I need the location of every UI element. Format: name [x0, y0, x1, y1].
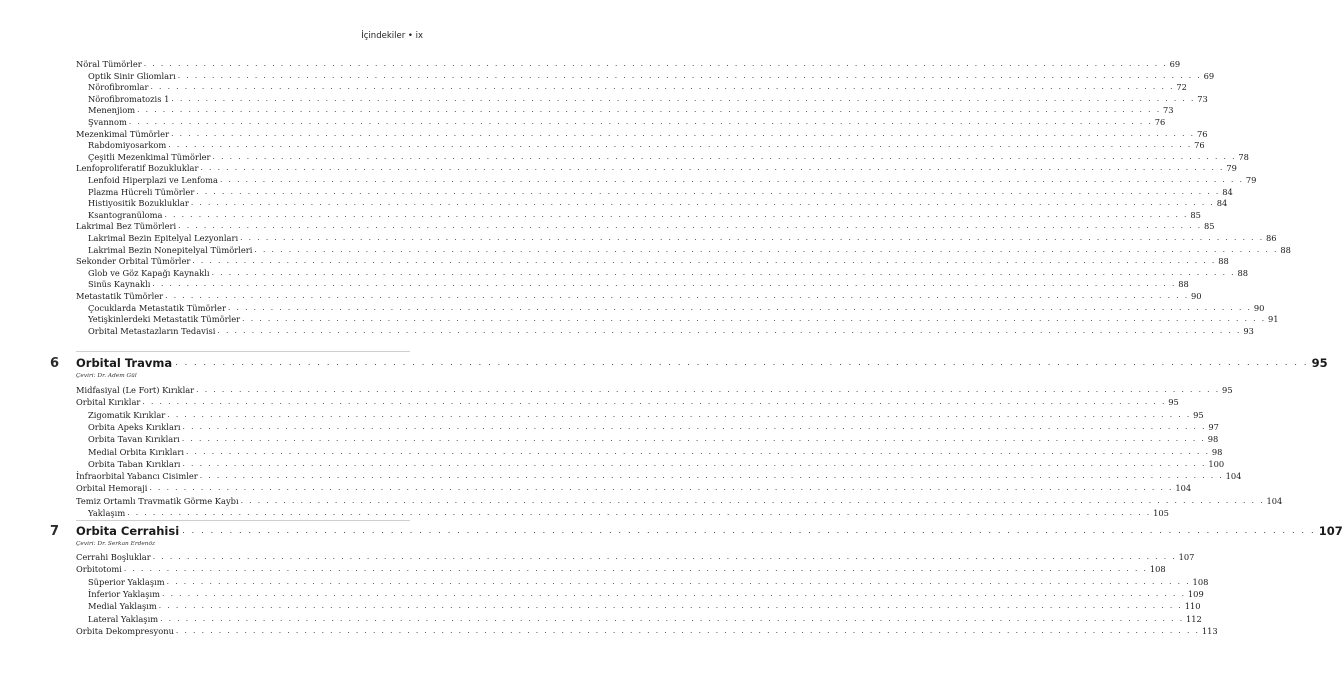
leader-dots: . . . . . . . . . . . . . . . . . . . . . . . . . . . . . . . . . . . . . . . . . . . . . . . . . . . . . . . . . . . . . . . . . . . . . . . . . . . . . . . . . . . . . . . . . . . . . . . . . . . . . . . . . . . . . . . . . . . . . . . . [160, 613, 1184, 623]
toc-entry-title: Medial Yaklaşım [88, 601, 157, 612]
chapter-number: 7 [50, 524, 60, 539]
toc-entry-title: Nöral Tümörler [76, 59, 142, 69]
toc-entry-page: 90 [1191, 291, 1202, 301]
leader-dots: . . . . . . . . . . . . . . . . . . . . . . . . . . . . . . . . . . . . . . . . . . . . . . . . . . . . . . . . . . . . . . . . . . . . . . . . . . . . . . . . . . . . . . . . . . . . . . . . . . . . . . . . . . . . . . . . . . . . . . . . [182, 421, 1207, 431]
toc-entry-page: 109 [1187, 588, 1204, 599]
toc-entry[interactable] [76, 551, 1195, 563]
toc-entry-page: 100 [1208, 458, 1225, 469]
toc-entry-page: 104 [1266, 495, 1283, 506]
toc-entry[interactable] [88, 458, 1225, 470]
toc-entry[interactable] [88, 174, 1257, 186]
toc-entry-title: Lateral Yaklaşım [88, 613, 159, 624]
toc-entry-title: Nörofibromatozis 1 [88, 93, 170, 104]
leader-dots: . . . . . . . . . . . . . . . . . . . . . . . . . . . . . . . . . . . . . . . . . . . . . . . . . . . . . . . . . . . . . . . . . . . . . . . . . . . . . . . . . . . . . . . . . . . . . . . . . . . . . . . . . . . . . . . . . . . . . . . . [240, 233, 1264, 242]
toc-entry-page: 69 [1169, 59, 1181, 69]
toc-entry[interactable] [76, 384, 1233, 396]
leader-dots: . . . . . . . . . . . . . . . . . . . . . . . . . . . . . . . . . . . . . . . . . . . . . . . . . . . . . . . . . . . . . . . . . . . . . . . . . . . . . . . . . . . . . . . . . . . . . . . . . . . . . . . . . . . . . . . . . . . . . . . . [192, 256, 1217, 266]
toc-entry[interactable] [88, 139, 1205, 151]
toc-entry-page: 98 [1211, 446, 1223, 457]
leader-dots: . . . . . . . . . . . . . . . . . . . . . . . . . . . . . . . . . . . . . . . . . . . . . . . . . . . . . . . . . . . . . . . . . . . . . . . . . . . . . . . . . . . . . . . . . . . . . . . . . . . . . . . . . . . . . . . . . . . . . . . . [162, 588, 1186, 598]
leader-dots: . . . . . . . . . . . . . . . . . . . . . . . . . . . . . . . . . . . . . . . . . . . . . . . . . . . . . . . . . . . . . . . . . . . . . . . . . . . . . . . . . . . . . . . . . . . . . . . . . . . . . . . . . . . . . . . . . . . . . . . . [177, 70, 1202, 80]
leader-dots: . . . . . . . . . . . . . . . . . . . . . . . . . . . . . . . . . . . . . . . . . . . . . . . . . . . . . . . . . . . . . . . . . . . . . . . . . . . . . . . . . . . . . . . . . . . . . . . . . . . . . . . . . . . . . . . . . . . . . . . . [190, 198, 1215, 208]
leader-dots: . . . . . . . . . . . . . . . . . . . . . . . . . . . . . . . . . . . . . . . . . . . . . . . . . . . . . . . . . . . . . . . . . . . . . . . . . . . . . . . . . . . . . . . . . . . . . . . . . . . . . . . . . . . . . . . . . . . . . . . . [181, 434, 1206, 444]
toc-entry-page: 76 [1196, 128, 1208, 139]
toc-entry-page: 79 [1245, 175, 1257, 185]
leader-dots: . . . . . . . . . . . . . . . . . . . . . . . . . . . . . . . . . . . . . . . . . . . . . . . . . . . . . . . . . . . . . . . . . . . . . . . . . . . . . . . . . . . . . . . . . . . . . . . . . . . . . . . . . . . . . . . . . . . . . . . . [219, 175, 1244, 184]
toc-entry-page: 110 [1184, 601, 1201, 612]
toc-entry-title: Lakrimal Bez Tümörleri [76, 221, 177, 232]
toc-entry[interactable] [88, 81, 1187, 93]
toc-entry[interactable] [76, 482, 1192, 494]
toc-entry[interactable] [88, 232, 1277, 244]
toc-entry[interactable] [76, 470, 1242, 482]
toc-entry-page: 78 [1238, 151, 1249, 162]
toc-entry[interactable] [88, 613, 1202, 625]
chapter-heading[interactable] [76, 355, 1328, 371]
leader-dots: . . . . . . . . . . . . . . . . . . . . . . . . . . . . . . . . . . . . . . . . . . . . . . . . . . . . . . . . . . . . . . . . . . . . . . . . . . . . . . . . . . . . . . . . . . . . . . . . . . . . . . . . . . . . . . . . . . . . . . . . [143, 59, 1168, 68]
toc-entry[interactable] [76, 162, 1237, 174]
toc-entry-title: Ksantogranüloma [88, 209, 163, 220]
toc-entry-title: Histiyositik Bozukluklar [88, 198, 189, 209]
toc-entry-title: Orbita Taban Kırıkları [88, 458, 181, 469]
leader-dots: . . . . . . . . . . . . . . . . . . . . . . . . . . . . . . . . . . . . . . . . . . . . . . . . . . . . . . . . . . . . . . . . . . . . . . . . . . . . . . . . . . . . . . . . . . . . . . . . . . . . . . . . . . . . . . . . . . . . . . . . [196, 186, 1221, 196]
toc-entry-page: 90 [1253, 302, 1265, 313]
toc-entry-title: Sinüs Kaynaklı [88, 279, 151, 290]
leader-dots: . . . . . . . . . . . . . . . . . . . . . . . . . . . . . . . . . . . . . . . . . . . . . . . . . . . . . . . . . . . . . . . . . . . . . . . . . . . . . . . . . . . . . . . . . . . . . . . . . . . . . . . . . . . . . . . . . . . . . . . . [227, 302, 1252, 312]
divider [76, 351, 410, 352]
toc-entry[interactable] [88, 267, 1249, 279]
toc-entry-page: 88 [1218, 256, 1229, 267]
toc-entry-title: İnferior Yaklaşım [88, 588, 161, 599]
toc-entry-title: Plazma Hücreli Tümörler [88, 186, 195, 197]
chapter-title: Orbital Travma [76, 356, 173, 370]
toc-entry[interactable] [88, 186, 1233, 198]
toc-entry[interactable] [88, 209, 1201, 221]
leader-dots: . . . . . . . . . . . . . . . . . . . . . . . . . . . . . . . . . . . . . . . . . . . . . . . . . . . . . . . . . . . . . . . . . . . . . . . . . . . . . . . . . . . . . . . . . . . . . . . . . . . . . . . . . . . . . . . . . . . . . . . . [166, 576, 1191, 586]
toc-entry-title: Orbital Kırıklar [76, 397, 141, 408]
toc-entry[interactable] [88, 507, 1169, 519]
toc-entry-page: 76 [1154, 117, 1166, 127]
toc-entry-title: Orbital Metastazların Tedavisi [88, 325, 216, 336]
leader-dots: . . . . . . . . . . . . . . . . . . . . . . . . . . . . . . . . . . . . . . . . . . . . . . . . . . . . . . . . . . . . . . . . . . . . . . . . . . . . . . . . . . . . . . . . . . . . . . . . . . . . . . . . . . . . . . . . . . . . . . . . [240, 495, 1265, 505]
toc-entry-title: Lakrimal Bezin Nonepitelyal Tümörleri [88, 244, 253, 255]
chapter-translator: Çeviri: Dr. Adem Gül [76, 373, 137, 379]
toc-entry[interactable] [88, 409, 1204, 421]
toc-entry[interactable] [88, 600, 1201, 612]
toc-entry[interactable] [88, 70, 1215, 82]
toc-entry[interactable] [88, 576, 1209, 588]
toc-entry-page: 95 [1222, 385, 1233, 395]
divider [76, 520, 410, 521]
toc-entry-title: Metastatik Tümörler [76, 291, 164, 301]
toc-entry[interactable] [88, 313, 1279, 325]
toc-entry[interactable] [88, 278, 1189, 290]
toc-entry-page: 86 [1266, 233, 1277, 243]
chapter-page: 95 [1311, 356, 1328, 370]
toc-entry[interactable] [76, 495, 1283, 507]
toc-entry-title: Menenjiom [88, 105, 136, 116]
toc-entry-title: Lenfoid Hiperplazi ve Lenfoma [88, 175, 218, 185]
toc-entry[interactable] [76, 220, 1215, 232]
toc-entry[interactable] [88, 104, 1174, 116]
toc-entry-page: 105 [1153, 508, 1169, 518]
toc-entry-page: 91 [1268, 314, 1279, 325]
leader-dots: . . . . . . . . . . . . . . . . . . . . . . . . . . . . . . . . . . . . . . . . . . . . . . . . . . . . . . . . . . . . . . . . . . . . . . . . . . . . . . . . . . . . . . . . . . . . . . . . . . . . . . . . . . . . . . . . . . . . . . . . [175, 625, 1200, 635]
leader-dots: . . . . . . . . . . . . . . . . . . . . . . . . . . . . . . . . . . . . . . . . . . . . . . . . . . . . . . . . . . . . . . . . . . . . . . . . . . . . . . . . . . . . . . . . . . . . . . . . . . . . . . . . . . . . . . . . . . . . . . . . [152, 279, 1177, 289]
toc-entry-page: 104 [1225, 471, 1242, 482]
toc-entry-title: Sekonder Orbital Tümörler [76, 256, 191, 267]
toc-entry[interactable] [88, 433, 1219, 445]
leader-dots: . . . . . . . . . . . . . . . . . . . . . . . . . . . . . . . . . . . . . . . . . . . . . . . . . . . . . . . . . . . . . . . . . . . . . . . . . . . . . . . . . . . . . . . . . . . . . . . . . . . . . . . . . . . . . . . . . . . . . . . . [212, 151, 1237, 161]
leader-dots: . . . . . . . . . . . . . . . . . . . . . . . . . . . . . . . . . . . . . . . . . . . . . . . . . . . . . . . . . . . . . . . . . . . . . . . . . . . . . . . . . . . . . . . . . . . . . . . . . . . . . . . . . . . . . . . . . . . . . . . . [149, 483, 1174, 493]
chapter-page: 107 [1318, 524, 1343, 538]
leader-dots: . . . . . . . . . . . . . . . . . . . . . . . . . . . . . . . . . . . . . . . . . . . . . . . . . . . . . . . . . . . . . . . . . . . . . . . . . . . . . . . . . . . . . . . . . . . . . . . . . . . . . . . . . . . . . . . . . . . . . . . . [196, 385, 1221, 394]
leader-dots: . . . . . . . . . . . . . . . . . . . . . . . . . . . . . . . . . . . . . . . . . . . . . . . . . . . . . . . . . . . . . . . . . . . . . . . . . . . . . . . . . . . . . . . . . . . . . . . . . . . . . . . . . . . . . . . . . . . . . . . . [175, 358, 1309, 367]
leader-dots: . . . . . . . . . . . . . . . . . . . . . . . . . . . . . . . . . . . . . . . . . . . . . . . . . . . . . . . . . . . . . . . . . . . . . . . . . . . . . . . . . . . . . . . . . . . . . . . . . . . . . . . . . . . . . . . . . . . . . . . . [242, 314, 1267, 324]
leader-dots: . . . . . . . . . . . . . . . . . . . . . . . . . . . . . . . . . . . . . . . . . . . . . . . . . . . . . . . . . . . . . . . . . . . . . . . . . . . . . . . . . . . . . . . . . . . . . . . . . . . . . . . . . . . . . . . . . . . . . . . . [158, 601, 1183, 611]
toc-entry-title: Temiz Ortamlı Travmatik Görme Kaybı [76, 495, 239, 506]
toc-entry-title: Orbital Hemoraji [76, 483, 148, 494]
toc-entry-title: Medial Orbita Kırıkları [88, 446, 184, 457]
chapter-title: Orbita Cerrahisi [76, 524, 180, 538]
toc-entry-title: Midfasiyal (Le Fort) Kırıklar [76, 385, 195, 395]
chapter-number: 6 [50, 356, 60, 371]
toc-entry-page: 72 [1176, 82, 1187, 93]
toc-entry-page: 73 [1162, 105, 1174, 116]
leader-dots: . . . . . . . . . . . . . . . . . . . . . . . . . . . . . . . . . . . . . . . . . . . . . . . . . . . . . . . . . . . . . . . . . . . . . . . . . . . . . . . . . . . . . . . . . . . . . . . . . . . . . . . . . . . . . . . . . . . . . . . . [182, 458, 1207, 468]
leader-dots: . . . . . . . . . . . . . . . . . . . . . . . . . . . . . . . . . . . . . . . . . . . . . . . . . . . . . . . . . . . . . . . . . . . . . . . . . . . . . . . . . . . . . . . . . . . . . . . . . . . . . . . . . . . . . . . . . . . . . . . . [211, 267, 1236, 277]
toc-entry-page: 97 [1208, 421, 1219, 432]
toc-entry-page: 84 [1222, 186, 1233, 197]
toc-entry-page: 79 [1226, 163, 1237, 174]
toc-entry-page: 76 [1194, 140, 1205, 151]
leader-dots: . . . . . . . . . . . . . . . . . . . . . . . . . . . . . . . . . . . . . . . . . . . . . . . . . . . . . . . . . . . . . . . . . . . . . . . . . . . . . . . . . . . . . . . . . . . . . . . . . . . . . . . . . . . . . . . . . . . . . . . . [199, 471, 1224, 481]
leader-dots: . . . . . . . . . . . . . . . . . . . . . . . . . . . . . . . . . . . . . . . . . . . . . . . . . . . . . . . . . . . . . . . . . . . . . . . . . . . . . . . . . . . . . . . . . . . . . . . . . . . . . . . . . . . . . . . . . . . . . . . . [150, 82, 1175, 92]
toc-entry[interactable] [76, 290, 1202, 302]
toc-entry-page: 107 [1178, 552, 1195, 562]
leader-dots: . . . . . . . . . . . . . . . . . . . . . . . . . . . . . . . . . . . . . . . . . . . . . . . . . . . . . . . . . . . . . . . . . . . . . . . . . . . . . . . . . . . . . . . . . . . . . . . . . . . . . . . . . . . . . . . . . . . . . . . . [165, 291, 1190, 300]
toc-entry-title: Orbita Dekompresyonu [76, 625, 174, 636]
toc-entry-page: 84 [1216, 198, 1228, 209]
toc-entry[interactable] [76, 58, 1181, 70]
leader-dots: . . . . . . . . . . . . . . . . . . . . . . . . . . . . . . . . . . . . . . . . . . . . . . . . . . . . . . . . . . . . . . . . . . . . . . . . . . . . . . . . . . . . . . . . . . . . . . . . . . . . . . . . . . . . . . . . . . . . . . . . [185, 446, 1210, 456]
toc-entry[interactable] [76, 128, 1208, 140]
toc-entry-title: İnfraorbital Yabancı Cisimler [76, 471, 198, 482]
toc-entry-page: 108 [1149, 564, 1166, 575]
running-head: İçindekiler • ix [361, 31, 423, 41]
toc-entry[interactable] [76, 396, 1179, 408]
toc-entry-title: Orbita Apeks Kırıkları [88, 421, 181, 432]
leader-dots: . . . . . . . . . . . . . . . . . . . . . . . . . . . . . . . . . . . . . . . . . . . . . . . . . . . . . . . . . . . . . . . . . . . . . . . . . . . . . . . . . . . . . . . . . . . . . . . . . . . . . . . . . . . . . . . . . . . . . . . . [123, 564, 1148, 574]
toc-entry-title: Orbita Tavan Kırıkları [88, 434, 180, 445]
toc-entry-page: 95 [1168, 397, 1179, 408]
leader-dots: . . . . . . . . . . . . . . . . . . . . . . . . . . . . . . . . . . . . . . . . . . . . . . . . . . . . . . . . . . . . . . . . . . . . . . . . . . . . . . . . . . . . . . . . . . . . . . . . . . . . . . . . . . . . . . . . . . . . . . . . [217, 325, 1242, 335]
toc-entry-title: Yetişkinlerdeki Metastatik Tümörler [88, 314, 241, 325]
toc-entry[interactable] [88, 302, 1265, 314]
toc-entry-title: Nörofibromlar [88, 82, 149, 93]
toc-entry-page: 113 [1201, 625, 1218, 636]
toc-entry[interactable] [88, 421, 1219, 433]
toc-entry-title: Glob ve Göz Kapağı Kaynaklı [88, 267, 210, 278]
leader-dots: . . . . . . . . . . . . . . . . . . . . . . . . . . . . . . . . . . . . . . . . . . . . . . . . . . . . . . . . . . . . . . . . . . . . . . . . . . . . . . . . . . . . . . . . . . . . . . . . . . . . . . . . . . . . . . . . . . . . . . . . [167, 409, 1192, 419]
leader-dots: . . . . . . . . . . . . . . . . . . . . . . . . . . . . . . . . . . . . . . . . . . . . . . . . . . . . . . . . . . . . . . . . . . . . . . . . . . . . . . . . . . . . . . . . . . . . . . . . . . . . . . . . . . . . . . . . . . . . . . . . [168, 140, 1193, 150]
toc-entry[interactable] [88, 116, 1166, 128]
toc-entry-title: Lakrimal Bezin Epitelyal Lezyonları [88, 233, 239, 243]
leader-dots: . . . . . . . . . . . . . . . . . . . . . . . . . . . . . . . . . . . . . . . . . . . . . . . . . . . . . . . . . . . . . . . . . . . . . . . . . . . . . . . . . . . . . . . . . . . . . . . . . . . . . . . . . . . . . . . . . . . . . . . . [171, 93, 1196, 103]
chapter-translator: Çeviri: Dr. Serkan Erdenöz [76, 541, 156, 547]
toc-entry-title: Lenfoproliferatif Bozukluklar [76, 163, 199, 174]
leader-dots: . . . . . . . . . . . . . . . . . . . . . . . . . . . . . . . . . . . . . . . . . . . . . . . . . . . . . . . . . . . . . . . . . . . . . . . . . . . . . . . . . . . . . . . . . . . . . . . . . . . . . . . . . . . . . . . . . . . . . . . . [254, 244, 1279, 254]
chapter-heading[interactable] [76, 523, 1343, 539]
toc-entry[interactable] [88, 446, 1223, 458]
leader-dots: . . . . . . . . . . . . . . . . . . . . . . . . . . . . . . . . . . . . . . . . . . . . . . . . . . . . . . . . . . . . . . . . . . . . . . . . . . . . . . . . . . . . . . . . . . . . . . . . . . . . . . . . . . . . . . . . . . . . . . . . [200, 163, 1225, 173]
toc-entry-title: Optik Sinir Gliomları [88, 70, 176, 81]
toc-entry-page: 88 [1178, 279, 1189, 290]
toc-entry-title: Mezenkimal Tümörler [76, 128, 170, 139]
toc-entry-page: 88 [1280, 244, 1291, 255]
toc-entry[interactable] [88, 197, 1228, 209]
toc-entry-title: Süperior Yaklaşım [88, 576, 165, 587]
toc-entry-page: 88 [1237, 267, 1249, 278]
toc-entry[interactable] [76, 255, 1229, 267]
toc-entry[interactable] [76, 625, 1218, 637]
toc-entry-page: 108 [1192, 576, 1209, 587]
leader-dots: . . . . . . . . . . . . . . . . . . . . . . . . . . . . . . . . . . . . . . . . . . . . . . . . . . . . . . . . . . . . . . . . . . . . . . . . . . . . . . . . . . . . . . . . . . . . . . . . . . . . . . . . . . . . . . . . . . . . . . . . [152, 552, 1177, 561]
toc-entry-page: 85 [1204, 221, 1215, 232]
toc-entry-page: 85 [1190, 209, 1201, 220]
toc-entry-page: 93 [1243, 325, 1254, 336]
toc-entry-page: 95 [1193, 409, 1204, 420]
toc-entry-title: Zigomatik Kırıklar [88, 409, 166, 420]
toc-entry-title: Çeşitli Mezenkimal Tümörler [88, 151, 211, 162]
leader-dots: . . . . . . . . . . . . . . . . . . . . . . . . . . . . . . . . . . . . . . . . . . . . . . . . . . . . . . . . . . . . . . . . . . . . . . . . . . . . . . . . . . . . . . . . . . . . . . . . . . . . . . . . . . . . . . . . . . . . . . . . [178, 221, 1203, 231]
leader-dots: . . . . . . . . . . . . . . . . . . . . . . . . . . . . . . . . . . . . . . . . . . . . . . . . . . . . . . . . . . . . . . . . . . . . . . . . . . . . . . . . . . . . . . . . . . . . . . . . . . . . . . . . . . . . . . . . . . . . . . . . [182, 526, 1316, 535]
toc-entry-title: Rabdomiyosarkom [88, 140, 167, 151]
leader-dots: . . . . . . . . . . . . . . . . . . . . . . . . . . . . . . . . . . . . . . . . . . . . . . . . . . . . . . . . . . . . . . . . . . . . . . . . . . . . . . . . . . . . . . . . . . . . . . . . . . . . . . . . . . . . . . . . . . . . . . . . [164, 209, 1189, 219]
leader-dots: . . . . . . . . . . . . . . . . . . . . . . . . . . . . . . . . . . . . . . . . . . . . . . . . . . . . . . . . . . . . . . . . . . . . . . . . . . . . . . . . . . . . . . . . . . . . . . . . . . . . . . . . . . . . . . . . . . . . . . . . [171, 128, 1195, 138]
leader-dots: . . . . . . . . . . . . . . . . . . . . . . . . . . . . . . . . . . . . . . . . . . . . . . . . . . . . . . . . . . . . . . . . . . . . . . . . . . . . . . . . . . . . . . . . . . . . . . . . . . . . . . . . . . . . . . . . . . . . . . . . [137, 105, 1161, 115]
toc-entry-title: Çocuklarda Metastatik Tümörler [88, 302, 226, 313]
toc-entry[interactable] [88, 151, 1249, 163]
toc-entry[interactable] [88, 244, 1291, 256]
toc-entry-page: 112 [1185, 613, 1202, 624]
toc-entry-title: Orbitotomi [76, 564, 122, 575]
toc-entry-page: 73 [1197, 93, 1208, 104]
toc-entry-page: 104 [1175, 483, 1192, 494]
toc-entry-title: Yaklaşım [88, 508, 126, 518]
toc-entry-title: Şvannom [88, 117, 127, 127]
leader-dots: . . . . . . . . . . . . . . . . . . . . . . . . . . . . . . . . . . . . . . . . . . . . . . . . . . . . . . . . . . . . . . . . . . . . . . . . . . . . . . . . . . . . . . . . . . . . . . . . . . . . . . . . . . . . . . . . . . . . . . . . [142, 397, 1167, 407]
toc-entry[interactable] [88, 93, 1208, 105]
toc-entry[interactable] [76, 563, 1166, 575]
leader-dots: . . . . . . . . . . . . . . . . . . . . . . . . . . . . . . . . . . . . . . . . . . . . . . . . . . . . . . . . . . . . . . . . . . . . . . . . . . . . . . . . . . . . . . . . . . . . . . . . . . . . . . . . . . . . . . . . . . . . . . . . [127, 508, 1152, 517]
toc-entry[interactable] [88, 325, 1254, 337]
toc-entry[interactable] [88, 588, 1204, 600]
leader-dots: . . . . . . . . . . . . . . . . . . . . . . . . . . . . . . . . . . . . . . . . . . . . . . . . . . . . . . . . . . . . . . . . . . . . . . . . . . . . . . . . . . . . . . . . . . . . . . . . . . . . . . . . . . . . . . . . . . . . . . . . [128, 117, 1153, 126]
toc-entry-title: Cerrahi Boşluklar [76, 552, 151, 562]
toc-entry-page: 69 [1203, 70, 1215, 81]
toc-entry-page: 98 [1207, 434, 1219, 445]
